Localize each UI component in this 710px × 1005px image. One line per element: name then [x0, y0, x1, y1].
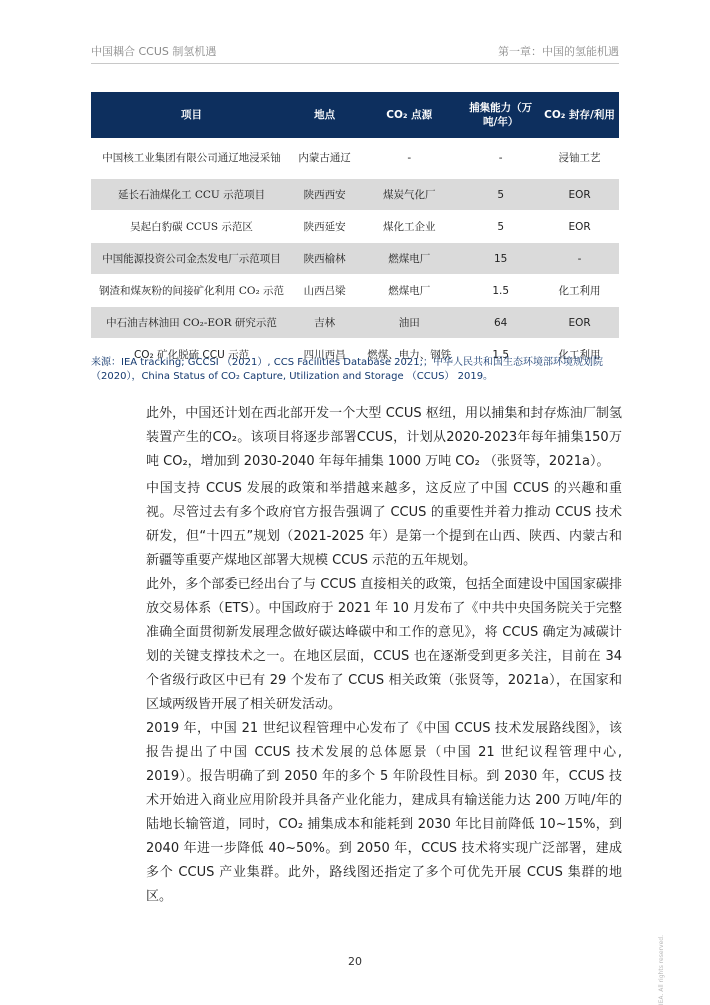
cell-storage-use: 浸铀工艺: [540, 138, 619, 179]
cell-location: 陕西榆林: [292, 243, 357, 275]
cell-point-source: 燃煤电厂: [357, 243, 461, 275]
cell-capacity: 64: [461, 307, 540, 339]
table-header-row: [91, 92, 619, 138]
cell-project: CO₂ 矿化脱硫 CCU 示范: [91, 339, 292, 371]
cell-storage-use: 化工利用: [540, 275, 619, 307]
cell-project: 中国核工业集团有限公司通辽地浸采铀: [91, 138, 292, 179]
cell-location: 吉林: [292, 307, 357, 339]
cell-storage-use: 化工利用: [540, 339, 619, 371]
col-header-point-source: CO₂ 点源: [357, 92, 461, 138]
cell-capacity: 15: [461, 243, 540, 275]
table-row: [91, 138, 619, 179]
col-header-storage-use: CO₂ 封存/利用: [540, 92, 619, 138]
cell-project: 中国能源投资公司金杰发电厂示范项目: [91, 243, 292, 275]
cell-point-source: 燃煤电厂: [357, 275, 461, 307]
cell-storage-use: EOR: [540, 211, 619, 243]
table-row: [91, 243, 619, 275]
body-paragraph: 2019 年，中国 21 世纪议程管理中心发布了《中国 CCUS 技术发展路线图》，该报告提出了中国 CCUS 技术发展的总体愿景（中国 21 世纪议程管理中心, 2019）。报告明确了到 2050 年的多个 5 年阶段性目标。到 2030 年，CCUS 技术开始进入商业应用阶段并具备产业化能力，建成具有输送能力达 200 万吨/年的陆地长输管道，同时，CO₂ 捕集成本和能耗到 2030 年比目前降低 10~15%，到 2040 年进一步降低 40~50%。到 2050 年，CCUS 技术将实现广泛部署，建成多个 CCUS 产业集群。此外，路线图还指定了多个可优先开展 CCUS 集群的地区。: [146, 721, 622, 904]
body-paragraph: 此外，中国还计划在西北部开发一个大型 CCUS 枢纽，用以捕集和封存炼油厂制氢装置产生的CO₂。该项目将逐步部署CCUS，计划从2020-2023年每年捕集150万吨 CO₂，增加到 2030-2040 年每年捕集 1000 万吨 CO₂ （张贤等，2021a）。: [146, 406, 622, 469]
cell-location: 陕西延安: [292, 211, 357, 243]
cell-capacity: 5: [461, 179, 540, 211]
col-header-location: 地点: [292, 92, 357, 138]
table-row: [91, 179, 619, 211]
ccus-projects-table: [91, 92, 619, 371]
table-row: [91, 275, 619, 307]
cell-location: 山西吕梁: [292, 275, 357, 307]
cell-point-source: 煤化工企业: [357, 211, 461, 243]
cell-project: 延长石油煤化工 CCU 示范项目: [91, 179, 292, 211]
cell-project: 吴起白豹碳 CCUS 示范区: [91, 211, 292, 243]
cell-location: 陕西西安: [292, 179, 357, 211]
copyright-side-note: IEA. All rights reserved.: [658, 935, 665, 1005]
table-row: [91, 307, 619, 339]
cell-project: 钢渣和煤灰粉的间接矿化利用 CO₂ 示范: [91, 275, 292, 307]
cell-capacity: -: [461, 138, 540, 179]
cell-capacity: 5: [461, 211, 540, 243]
cell-location: 内蒙古通辽: [292, 138, 357, 179]
cell-project: 中石油吉林油田 CO₂-EOR 研究示范: [91, 307, 292, 339]
cell-point-source: 燃煤、电力、钢铁: [357, 339, 461, 371]
cell-storage-use: EOR: [540, 179, 619, 211]
body-paragraph: 此外，多个部委已经出台了与 CCUS 直接相关的政策，包括全面建设中国国家碳排放交易体系（ETS）。中国政府于 2021 年 10 月发布了《中共中央国务院关于完整准确全面贯彻新发展理念做好碳达峰碳中和工作的意见》，将 CCUS 确定为减碳计划的关键支撑技术之一。在地区层面，CCUS 也在逐渐受到更多关注，目前在 34 个省级行政区中已有 29 个发布了 CCUS 相关政策（张贤等，2021a），在国家和区域两级皆开展了相关研发活动。: [146, 577, 622, 712]
running-header-left: 中国耦合 CCUS 制氢机遇: [91, 45, 217, 58]
page-number: 20: [348, 955, 362, 968]
body-paragraph: 中国支持 CCUS 发展的政策和举措越来越多，这反应了中国 CCUS 的兴趣和重视。尽管过去有多个政府官方报告强调了 CCUS 的重要性并着力推动 CCUS 技术研发，但“十四五”规划（2021-2025 年）是第一个提到在山西、陕西、内蒙古和新疆等重要产煤地区部署大规模 CCUS 示范的五年规划。: [146, 481, 622, 568]
cell-capacity: 1.5: [461, 275, 540, 307]
col-header-capture-capacity: 捕集能力（万吨/年）: [461, 92, 540, 138]
col-header-project: 项目: [91, 92, 292, 138]
cell-point-source: -: [357, 138, 461, 179]
cell-storage-use: -: [540, 243, 619, 275]
cell-point-source: 煤炭气化厂: [357, 179, 461, 211]
cell-capacity: 1.5: [461, 339, 540, 371]
table-source-note: 来源：IEA tracking; GCCSI （2021）, CCS Facilities Database 2021;；中华人民共和国生态环境部环境规划院（2020），China Status of CO₂ Capture, Utilization and Storage （CCUS） 2019。: [91, 357, 603, 382]
table-row: [91, 211, 619, 243]
cell-storage-use: EOR: [540, 307, 619, 339]
header-divider: [91, 63, 619, 64]
cell-point-source: 油田: [357, 307, 461, 339]
running-header-right: 第一章：中国的氢能机遇: [498, 45, 619, 58]
cell-location: 四川西昌: [292, 339, 357, 371]
